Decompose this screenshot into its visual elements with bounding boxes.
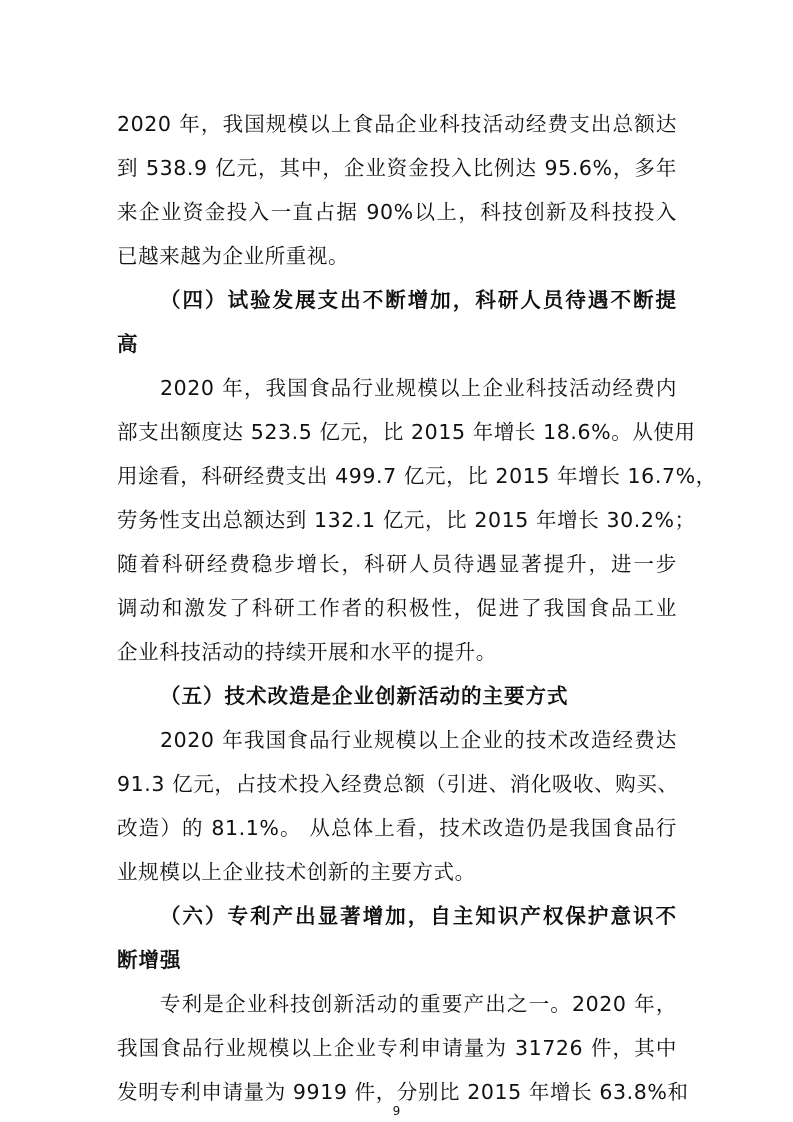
text-line: 随着科研经费稳步增长，科研人员待遇显著提升，进一步: [117, 552, 677, 576]
text-line: 企业科技活动的持续开展和水平的提升。: [117, 640, 497, 664]
text-line: 发明专利申请量为 9919 件，分别比 2015 年增长 63.8%和: [117, 1080, 689, 1104]
text-line: 业规模以上企业技术创新的主要方式。: [117, 860, 476, 884]
section-heading: 断增强: [117, 948, 182, 972]
text-line: 2020 年，我国食品行业规模以上企业科技活动经费内: [160, 376, 677, 400]
text-line: 来企业资金投入一直占据 90%以上，科技创新及科技投入: [117, 200, 677, 224]
section-heading: （五）技术改造是企业创新活动的主要方式: [160, 684, 569, 708]
text-line: 调动和激发了科研工作者的积极性，促进了我国食品工业: [117, 596, 677, 620]
text-line: 专利是企业科技创新活动的重要产出之一。2020 年，: [160, 992, 677, 1016]
text-line: 到 538.9 亿元，其中，企业资金投入比例达 95.6%，多年: [117, 156, 677, 180]
text-line: 2020 年我国食品行业规模以上企业的技术改造经费达: [160, 728, 677, 752]
text-line: 91.3 亿元，占技术投入经费总额（引进、消化吸收、购买、: [117, 772, 679, 796]
text-line: 我国食品行业规模以上企业专利申请量为 31726 件，其中: [117, 1036, 677, 1060]
text-line: 劳务性支出总额达到 132.1 亿元，比 2015 年增长 30.2%；: [117, 508, 696, 532]
section-heading: （六）专利产出显著增加，自主知识产权保护意识不: [160, 904, 677, 928]
section-heading: 高: [117, 332, 139, 356]
text-line: 已越来越为企业所重视。: [117, 244, 350, 268]
text-line: 部支出额度达 523.5 亿元，比 2015 年增长 18.6%。从使用: [117, 420, 696, 444]
text-line: 用途看，科研经费支出 499.7 亿元，比 2015 年增长 16.7%，: [117, 464, 717, 488]
text-line: 2020 年，我国规模以上食品企业科技活动经费支出总额达: [117, 112, 677, 136]
text-line: 改造）的 81.1%。 从总体上看，技术改造仍是我国食品行: [117, 816, 677, 840]
section-heading: （四）试验发展支出不断增加，科研人员待遇不断提: [160, 288, 677, 312]
page-number: 9: [392, 1104, 401, 1118]
